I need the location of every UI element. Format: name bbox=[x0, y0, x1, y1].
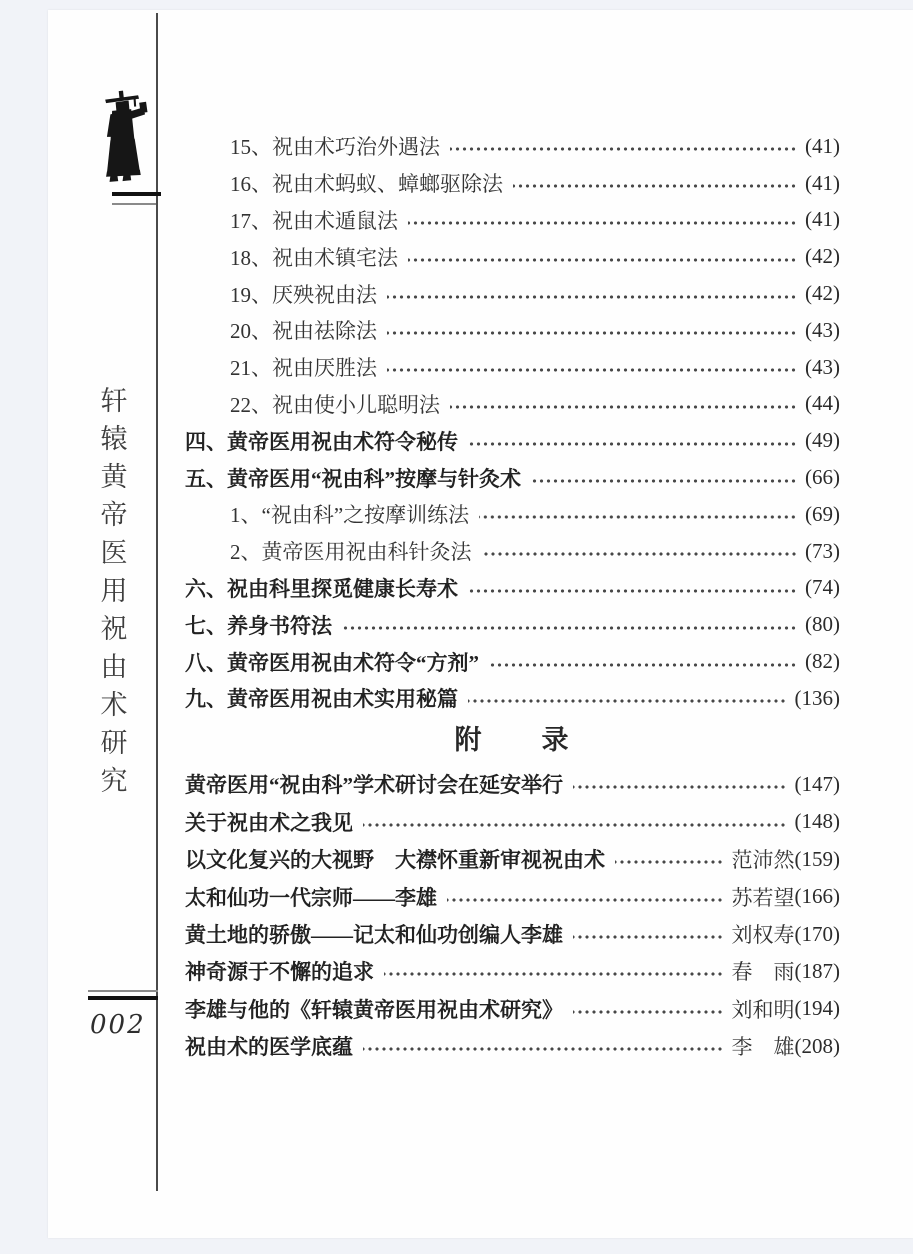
dot-leader bbox=[450, 403, 797, 411]
toc-entry-page: (69) bbox=[805, 501, 840, 526]
toc-entry-title: 1、“祝由科”之按摩训练法 bbox=[230, 503, 470, 528]
toc-row bbox=[185, 128, 840, 165]
toc-entry-title: 22、祝由使小儿聪明法 bbox=[230, 392, 440, 417]
dot-leader bbox=[489, 661, 797, 669]
toc-entry-title: 20、祝由祛除法 bbox=[230, 319, 377, 344]
toc-entry-page: (44) bbox=[805, 391, 840, 416]
dot-leader bbox=[384, 970, 724, 978]
toc-entry-reference bbox=[805, 612, 840, 637]
spine-title-char: 由 bbox=[100, 652, 128, 682]
dot-leader bbox=[573, 1008, 724, 1016]
toc-entry-title: 16、祝由术蚂蚁、蟑螂驱除法 bbox=[230, 172, 503, 197]
toc-row bbox=[185, 349, 840, 386]
toc-entry-title: 黄帝医用“祝由科”学术研讨会在延安举行 bbox=[185, 773, 563, 798]
toc-entry-page: (187) bbox=[794, 958, 840, 983]
toc-entry-title: 15、祝由术巧治外遇法 bbox=[230, 135, 440, 160]
toc-entry-title: 四、黄帝医用祝由术符令秘传 bbox=[185, 429, 458, 454]
spine-title-char: 究 bbox=[100, 766, 128, 796]
toc-entry-page: (42) bbox=[805, 281, 840, 306]
dot-leader bbox=[482, 550, 798, 558]
toc-appendix-section bbox=[185, 766, 840, 1065]
toc-entry-title: 21、祝由厌胜法 bbox=[230, 356, 377, 381]
toc-row bbox=[185, 766, 840, 803]
spine-title-char: 帝 bbox=[100, 500, 128, 530]
toc-main-section bbox=[185, 128, 840, 717]
toc-row bbox=[185, 459, 840, 496]
toc-entry-title: 黄土地的骄傲——记太和仙功创编人李雄 bbox=[185, 923, 563, 947]
toc-entry-page: (41) bbox=[805, 207, 840, 232]
dot-leader bbox=[363, 1045, 724, 1053]
toc-entry-reference bbox=[732, 994, 841, 1024]
toc-entry-title: 关于祝由术之我见 bbox=[185, 810, 353, 835]
toc-entry-author: 李 雄 bbox=[731, 1035, 795, 1060]
spine-title-char: 黄 bbox=[100, 462, 128, 492]
toc-row bbox=[185, 533, 840, 570]
toc-entry-author: 刘和明 bbox=[731, 997, 795, 1022]
toc-entry-reference bbox=[805, 318, 840, 343]
toc-entry-page: (43) bbox=[805, 354, 840, 379]
toc-row bbox=[185, 386, 840, 423]
toc-entry-reference bbox=[732, 1031, 841, 1061]
toc-row bbox=[185, 202, 840, 239]
toc-entry-page: (74) bbox=[805, 575, 840, 600]
toc-entry-reference bbox=[805, 207, 840, 232]
toc-row bbox=[185, 841, 840, 878]
toc-row bbox=[185, 165, 840, 202]
toc-entry-title: 七、养身书符法 bbox=[185, 613, 332, 638]
toc-entry-page: (66) bbox=[805, 465, 840, 490]
dot-leader bbox=[615, 858, 724, 866]
toc-entry-reference bbox=[795, 686, 841, 711]
dot-leader bbox=[342, 624, 797, 632]
dot-leader bbox=[363, 821, 787, 829]
emperor-silhouette-icon bbox=[100, 82, 152, 190]
toc-entry-author: 苏若望 bbox=[731, 885, 795, 910]
dot-leader bbox=[468, 440, 797, 448]
toc-entry-reference bbox=[805, 244, 840, 269]
appendix-heading: 附 录 bbox=[454, 724, 571, 755]
dot-leader bbox=[468, 697, 787, 705]
toc-row bbox=[185, 878, 840, 915]
toc-entry-reference bbox=[732, 919, 841, 949]
dot-leader bbox=[573, 783, 787, 791]
page-number: 002 bbox=[90, 1010, 146, 1040]
toc-entry-reference bbox=[805, 649, 840, 674]
dot-leader bbox=[468, 587, 797, 595]
toc-row bbox=[185, 606, 840, 643]
spine-title-char: 医 bbox=[100, 538, 128, 568]
toc-entry-title: 八、黄帝医用祝由术符令“方剂” bbox=[185, 650, 479, 675]
toc-entry-author: 春 雨 bbox=[731, 960, 795, 985]
toc-row bbox=[185, 643, 840, 680]
toc-entry-reference bbox=[732, 882, 841, 912]
toc-row bbox=[185, 680, 840, 717]
spine-title-char: 用 bbox=[100, 576, 128, 606]
toc-entry-reference bbox=[805, 281, 840, 306]
toc-row bbox=[185, 803, 840, 840]
dot-leader bbox=[531, 477, 797, 485]
toc-entry-page: (166) bbox=[794, 884, 840, 909]
toc-entry-page: (80) bbox=[805, 612, 840, 637]
toc-row bbox=[185, 570, 840, 607]
toc-entry-title: 六、祝由科里探觅健康长寿术 bbox=[185, 576, 458, 601]
toc-row bbox=[185, 422, 840, 459]
book-page bbox=[48, 10, 913, 1238]
toc-entry-page: (208) bbox=[794, 1033, 840, 1058]
spine-title-char: 研 bbox=[100, 728, 128, 758]
toc-entry-page: (194) bbox=[794, 996, 840, 1021]
toc-entry-page: (42) bbox=[805, 244, 840, 269]
table-of-contents bbox=[185, 128, 840, 1065]
toc-entry-title: 五、黄帝医用“祝由科”按摩与针灸术 bbox=[185, 466, 521, 491]
toc-entry-reference bbox=[805, 575, 840, 600]
spine-vertical-rule bbox=[156, 13, 158, 1191]
dot-leader bbox=[513, 182, 797, 190]
toc-entry-page: (147) bbox=[794, 771, 840, 796]
spine-title-char: 轩 bbox=[100, 386, 128, 416]
toc-entry-reference bbox=[805, 502, 840, 527]
toc-entry-reference bbox=[805, 391, 840, 416]
toc-entry-page: (82) bbox=[805, 649, 840, 674]
bottom-double-rule bbox=[88, 990, 158, 1000]
toc-entry-reference bbox=[805, 465, 840, 490]
dot-leader bbox=[479, 513, 797, 521]
dot-leader bbox=[447, 896, 724, 904]
dot-leader bbox=[450, 145, 797, 153]
top-double-rule bbox=[112, 192, 161, 205]
toc-entry-page: (159) bbox=[794, 846, 840, 871]
toc-entry-title: 太和仙功一代宗师——李雄 bbox=[185, 885, 437, 910]
spine-title-char: 辕 bbox=[100, 424, 128, 454]
toc-entry-title: 18、祝由术镇宅法 bbox=[230, 245, 398, 270]
toc-entry-reference bbox=[732, 956, 841, 986]
toc-entry-page: (170) bbox=[794, 921, 840, 946]
toc-entry-reference bbox=[805, 355, 840, 380]
toc-row bbox=[185, 238, 840, 275]
dot-leader bbox=[387, 293, 797, 301]
toc-entry-reference bbox=[795, 809, 841, 834]
toc-entry-page: (49) bbox=[805, 428, 840, 453]
spine-title-char: 祝 bbox=[100, 614, 128, 644]
toc-entry-page: (41) bbox=[805, 170, 840, 195]
toc-entry-title: 2、黄帝医用祝由科针灸法 bbox=[230, 540, 472, 565]
toc-entry-page: (136) bbox=[794, 685, 840, 710]
toc-entry-title: 以文化复兴的大视野 大襟怀重新审视祝由术 bbox=[185, 848, 605, 873]
toc-entry-reference bbox=[805, 539, 840, 564]
toc-entry-reference bbox=[805, 171, 840, 196]
toc-entry-title: 19、厌殃祝由法 bbox=[230, 282, 377, 307]
toc-entry-page: (73) bbox=[805, 538, 840, 563]
toc-entry-author: 范沛然 bbox=[731, 848, 795, 873]
toc-entry-reference bbox=[805, 428, 840, 453]
toc-entry-page: (43) bbox=[805, 317, 840, 342]
dot-leader bbox=[387, 329, 797, 337]
dot-leader bbox=[408, 256, 797, 264]
spine-title-char: 术 bbox=[100, 690, 128, 720]
toc-entry-reference bbox=[805, 134, 840, 159]
toc-row bbox=[185, 496, 840, 533]
toc-row bbox=[185, 312, 840, 349]
toc-entry-reference bbox=[795, 772, 841, 797]
toc-entry-page: (148) bbox=[794, 809, 840, 834]
toc-row bbox=[185, 915, 840, 952]
dot-leader bbox=[573, 933, 724, 941]
toc-entry-author: 刘权寿 bbox=[731, 923, 795, 947]
dot-leader bbox=[387, 366, 797, 374]
toc-entry-title: 九、黄帝医用祝由术实用秘篇 bbox=[185, 687, 458, 712]
toc-entry-title: 17、祝由术遁鼠法 bbox=[230, 208, 398, 233]
toc-entry-title: 神奇源于不懈的追求 bbox=[185, 960, 374, 985]
dot-leader bbox=[408, 219, 797, 227]
toc-entry-page: (41) bbox=[805, 133, 840, 158]
toc-entry-title: 祝由术的医学底蕴 bbox=[185, 1035, 353, 1060]
toc-row bbox=[185, 953, 840, 990]
toc-row bbox=[185, 1027, 840, 1064]
toc-entry-title: 李雄与他的《轩辕黄帝医用祝由术研究》 bbox=[185, 997, 563, 1022]
spine-book-title bbox=[86, 382, 142, 800]
toc-entry-reference bbox=[732, 844, 841, 874]
toc-row bbox=[185, 990, 840, 1027]
toc-row bbox=[185, 275, 840, 312]
